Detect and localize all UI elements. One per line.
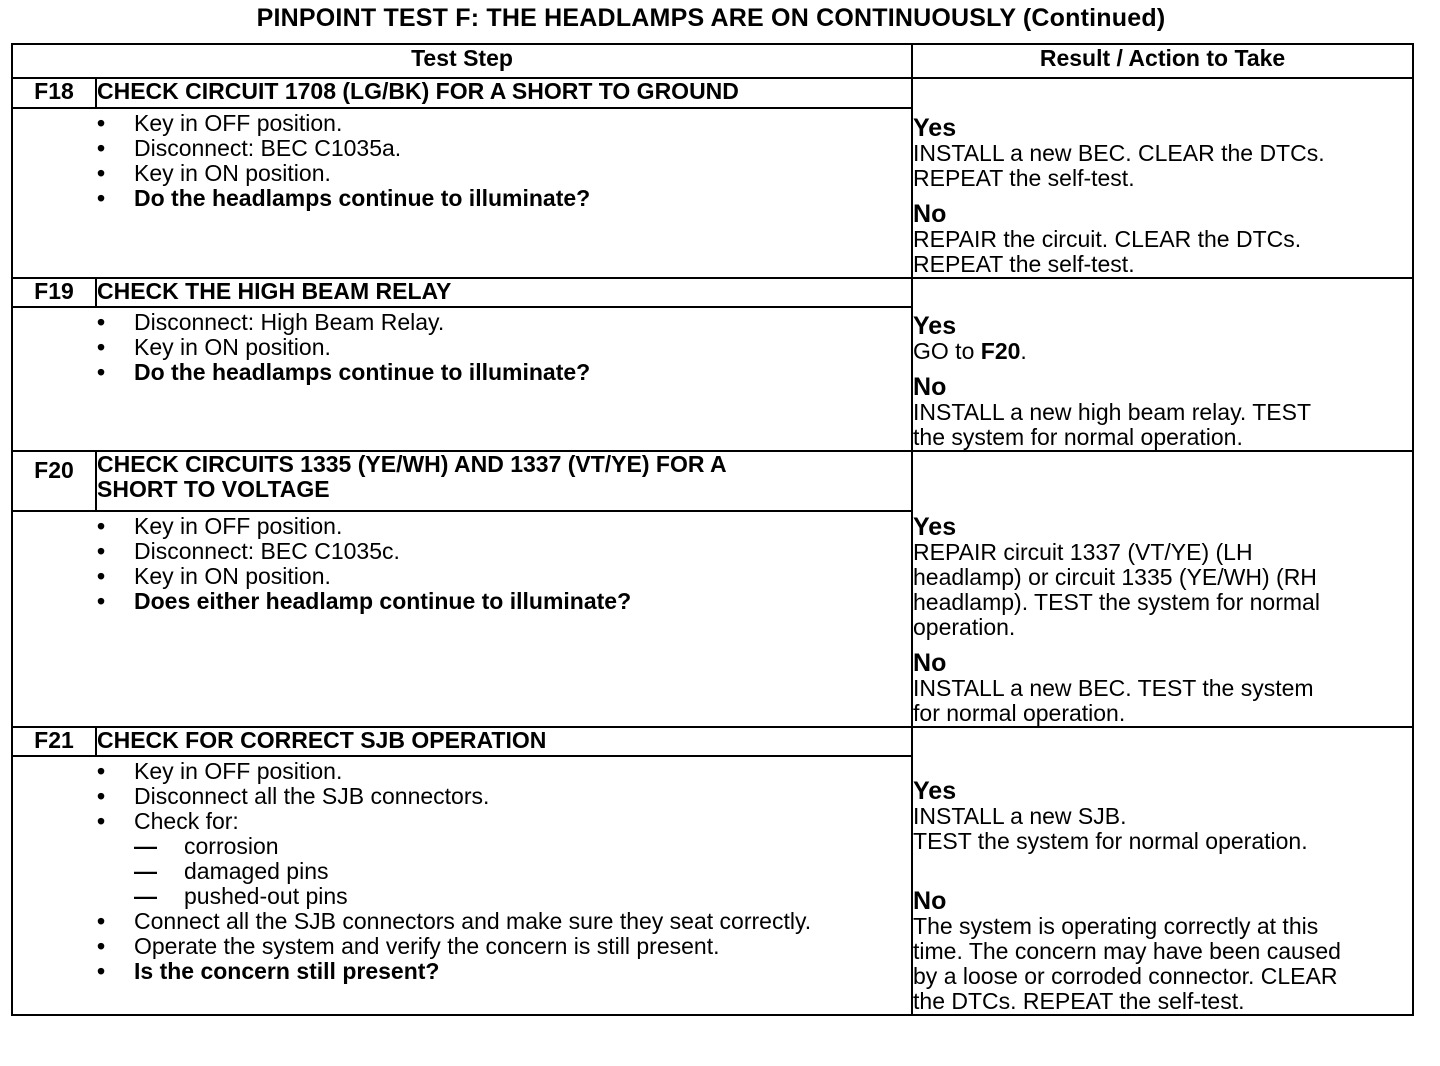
step-body (96, 756, 912, 1015)
step-id-blank (12, 307, 96, 451)
no-line: time. The concern may have been caused (913, 938, 1341, 964)
step-id-blank (12, 756, 96, 1015)
action-list (96, 514, 911, 614)
no-line: by a loose or corroded connector. CLEAR (913, 963, 1338, 989)
no-line: the system for normal operation. (913, 424, 1243, 450)
yes-line: operation. (913, 614, 1016, 640)
no-label: No (913, 887, 947, 915)
no-label: No (913, 373, 947, 401)
header-result: Result / Action to Take (912, 44, 1413, 78)
step-id-blank (12, 108, 96, 278)
action-list (96, 310, 911, 385)
question-item: • Do the headlamps continue to illuminate? (96, 186, 911, 211)
yes-label: Yes (913, 114, 957, 142)
step-result (912, 278, 1413, 451)
no-block (913, 650, 1412, 726)
no-line: The system is operating correctly at this (913, 913, 1319, 939)
step-title: CHECK THE HIGH BEAM RELAY (96, 278, 912, 307)
yes-label: Yes (913, 777, 957, 805)
pinpoint-test-table (11, 43, 1414, 1016)
action-item: • Disconnect: BEC C1035c. (96, 539, 911, 564)
no-label: No (913, 200, 947, 228)
step-body (96, 108, 912, 278)
yes-line: INSTALL a new BEC. CLEAR the DTCs. (913, 140, 1325, 166)
step-body (96, 307, 912, 451)
step-result (912, 727, 1413, 1015)
yes-line: headlamp) or circuit 1335 (YE/WH) (RH (913, 564, 1317, 590)
yes-block (913, 115, 1412, 191)
no-line: INSTALL a new BEC. TEST the system (913, 675, 1314, 701)
action-item: • Key in OFF position. (96, 514, 911, 539)
no-line: REPAIR the circuit. CLEAR the DTCs. (913, 226, 1302, 252)
question-item: • Does either headlamp continue to illuminate? (96, 589, 911, 614)
no-block (913, 201, 1412, 277)
yes-block (913, 313, 1412, 364)
no-line: the DTCs. REPEAT the self-test. (913, 988, 1245, 1014)
yes-block (913, 514, 1412, 640)
check-item: — pushed-out pins (134, 884, 911, 909)
action-item: • Key in OFF position. (96, 111, 911, 136)
no-line: INSTALL a new high beam relay. TEST (913, 399, 1312, 425)
step-title-row (12, 451, 1413, 511)
action-item: • Disconnect: High Beam Relay. (96, 310, 911, 335)
action-item: • Disconnect all the SJB connectors. (96, 784, 911, 809)
action-item: • Disconnect: BEC C1035a. (96, 136, 911, 161)
question-item: • Is the concern still present? (96, 959, 911, 984)
step-title-row (12, 78, 1413, 108)
yes-line (913, 339, 1412, 364)
action-item-label: Check for: (134, 807, 239, 834)
yes-line: REPAIR circuit 1337 (VT/YE) (LH (913, 539, 1253, 565)
step-result (912, 451, 1413, 727)
no-label: No (913, 649, 947, 677)
action-item: • Connect all the SJB connectors and make sure they seat correctly. (96, 909, 911, 934)
question-item: • Do the headlamps continue to illuminate? (96, 360, 911, 385)
check-item: — corrosion (134, 834, 911, 859)
header-test-step: Test Step (12, 44, 912, 78)
action-item: • Key in OFF position. (96, 759, 911, 784)
yes-line: INSTALL a new SJB. (913, 803, 1127, 829)
step-title (96, 451, 912, 511)
no-line: REPEAT the self-test. (913, 251, 1135, 277)
check-list (134, 834, 911, 909)
step-id: F18 (12, 78, 96, 108)
step-title: CHECK CIRCUIT 1708 (LG/BK) FOR A SHORT TO GROUND (96, 78, 912, 108)
step-title-line: CHECK CIRCUITS 1335 (YE/WH) AND 1337 (VT/YE) FOR A (97, 451, 727, 477)
action-item (96, 809, 911, 909)
no-block (913, 888, 1412, 1014)
step-id: F21 (12, 727, 96, 756)
action-item: • Key in ON position. (96, 564, 911, 589)
yes-label: Yes (913, 513, 957, 541)
yes-label: Yes (913, 312, 957, 340)
action-list (96, 111, 911, 211)
step-title-line: SHORT TO VOLTAGE (97, 476, 330, 502)
yes-line: TEST the system for normal operation. (913, 828, 1308, 854)
yes-line: headlamp). TEST the system for normal (913, 589, 1320, 615)
step-title-row (12, 278, 1413, 307)
yes-suffix: . (1020, 338, 1027, 364)
action-item: • Key in ON position. (96, 335, 911, 360)
yes-prefix: GO to (913, 338, 981, 364)
go-to-step-ref: F20 (980, 338, 1021, 364)
yes-block (913, 778, 1412, 854)
step-result (912, 78, 1413, 278)
action-list (96, 759, 911, 984)
no-block (913, 374, 1412, 450)
table-header-row (12, 44, 1413, 78)
step-body (96, 511, 912, 727)
no-line: for normal operation. (913, 700, 1126, 726)
action-item: • Operate the system and verify the concern is still present. (96, 934, 911, 959)
step-id: F19 (12, 278, 96, 307)
check-item: — damaged pins (134, 859, 911, 884)
step-id-blank (12, 511, 96, 727)
page-title: PINPOINT TEST F: THE HEADLAMPS ARE ON CONTINUOUSLY (Continued) (256, 4, 1166, 32)
step-id: F20 (12, 451, 96, 511)
step-title: CHECK FOR CORRECT SJB OPERATION (96, 727, 912, 756)
yes-line: REPEAT the self-test. (913, 165, 1135, 191)
action-item: • Key in ON position. (96, 161, 911, 186)
step-title-row (12, 727, 1413, 756)
